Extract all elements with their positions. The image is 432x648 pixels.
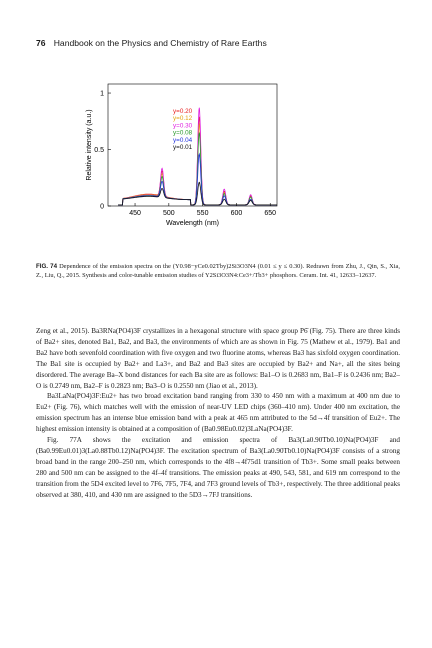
legend-entry-y008: y=0.08 xyxy=(173,129,193,137)
figure-label: FIG. 74 xyxy=(36,263,58,270)
x-axis-label: Wavelength (nm) xyxy=(165,220,220,227)
y-tick-label: 0 xyxy=(100,203,104,211)
legend-entry-y030: y=0.30 xyxy=(173,122,193,130)
x-tick-label: 650 xyxy=(264,210,277,217)
caption-text: Dependence of the emission spectra on the (Y0.98−yCe0.02Tby)2Si3O3N4 (0.01 ≤ y ≤ 0.30). Redrawn from Zhu, J., Qin, S., Xia, Z., Liu, Q., 2015. Synthesis and color-tunable emission studies of Y2Si3O3N4:Ce3+/Tb3+ phosphors. Ceram. Int. 41, 12633–12637. xyxy=(36,263,400,279)
body-text xyxy=(36,326,400,501)
x-tick-label: 500 xyxy=(162,210,175,217)
y-tick-label: 1 xyxy=(100,90,104,98)
book-title: Handbook on the Physics and Chemistry of Rare Earths xyxy=(53,38,267,48)
page-number: 76 xyxy=(36,38,46,48)
running-header xyxy=(36,38,267,48)
legend-entry-y020: y=0.20 xyxy=(173,108,193,115)
legend-entry-y012: y=0.12 xyxy=(173,115,193,123)
y-tick-label: 0.5 xyxy=(94,147,104,155)
plot-frame xyxy=(108,84,277,206)
y-axis-label: Relative intensity (a.u.) xyxy=(86,109,93,181)
x-tick-label: 450 xyxy=(129,210,141,217)
paragraph-1: Zeng et al., 2015). Ba3RNa(PO4)3F crystallizes in a hexagonal structure with space group P6̄ (Fig. 75). There are three kinds of Ba2+ sites, denoted Ba1, Ba2, and Ba3, the environments of which are as shown in Fig. 75 (Mathew et al., 1979). Ba1 and Ba2 have both sevenfold coordination with five oxygen and two fluorine atoms, whereas Ba3 has sixfold oxygen coordination. The Ba1 site is occupied by Ba2+ and La3+, and Ba2 and Ba3 sites are occupied by Ba2+ and Na+, all the sites being disordered. The average Ba–X bond distances for each Ba site are as follows: Ba1–O is 0.2683 nm, Ba1–F is 0.2436 nm; Ba2–O is 0.2749 nm, Ba2–F is 0.2823 nm; Ba3–O is 0.2550 nm (Jiao et al., 2013). xyxy=(36,327,400,390)
x-tick-label: 550 xyxy=(196,210,209,217)
legend-entry-y001: y=0.01 xyxy=(173,144,193,151)
legend-entry-y004: y=0.04 xyxy=(173,136,193,144)
figure-caption xyxy=(36,262,400,280)
emission-spectra-chart xyxy=(52,78,282,230)
chart-legend xyxy=(173,108,193,151)
paragraph-3: Fig. 77A shows the excitation and emission spectra of Ba3(La0.90Tb0.10)Na(PO4)3F and (Ba0.99Eu0.01)3(La0.88Tb0.12)Na(PO4)3F. The excitation spectrum of Ba3(La0.90Tb0.10)Na(PO4)3F consists of a strong broad band in the range 200–250 nm, which corresponds to the 4f8→4f75d1 transition of Tb3+. Some small peaks between 280 and 500 nm can be assigned to the 4f–4f transitions. The emission peaks at 490, 543, 581, and 619 nm correspond to the transition from the 5D4 excited level to 7F6, 7F5, 7F4, and 7F3 ground levels of Tb3+, respectively. The three additional peaks observed at 380, 410, and 430 nm are assigned to the 5D3→7FJ transitions. xyxy=(36,436,400,499)
x-tick-label: 600 xyxy=(230,210,243,217)
paragraph-2: Ba3LaNa(PO4)3F:Eu2+ has two broad excitation band ranging from 330 to 450 nm with a maximum at 400 nm due to Eu2+ (Fig. 76), which matches well with the emission of near-UV LED chips (360–410 nm). Under 400 nm excitation, the emission spectrum has an intense blue emission band with a peak at 465 nm attributed to the 5d→4f transition of Eu2+. The highest emission intensity is obtained at a composition of (Ba0.98Eu0.02)3LaNa(PO4)3F. xyxy=(36,392,400,434)
